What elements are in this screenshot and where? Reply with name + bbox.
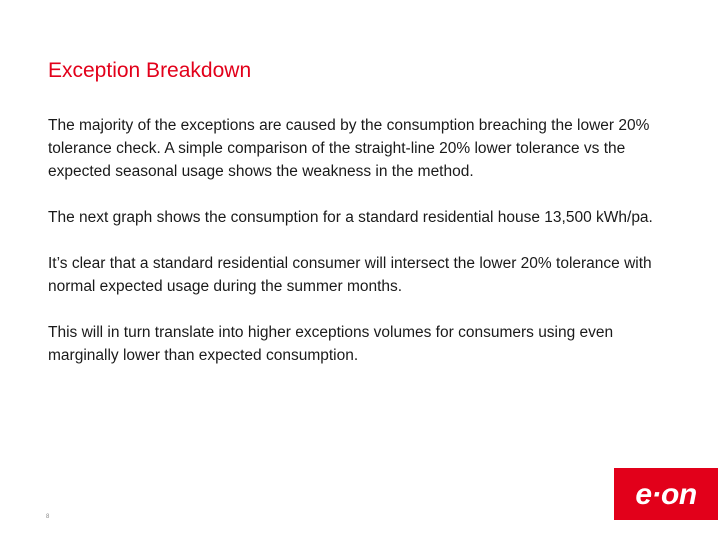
- page-number: 8: [46, 514, 50, 520]
- slide-title: Exception Breakdown: [48, 59, 252, 82]
- paragraph-4: This will in turn translate into higher exceptions volumes for consumers using even marginally lower than expected consumption.: [48, 324, 614, 364]
- paragraph-2: The next graph shows the consumption for a standard residential house 13,500 kWh/pa.: [48, 209, 653, 226]
- eon-logo: [614, 468, 718, 520]
- slide-body: [48, 114, 668, 390]
- paragraph-3: It’s clear that a standard residential consumer will intersect the lower 20% tolerance with normal expected usage during the summer months.: [48, 255, 652, 295]
- eon-logo-mark: [614, 468, 718, 520]
- paragraph-1: The majority of the exceptions are caused by the consumption breaching the lower 20% tolerance check. A simple comparison of the straight-line 20% lower tolerance vs the expected seasonal usage shows the weakness in the method.: [48, 117, 650, 180]
- eon-logo-text: e·on: [635, 478, 697, 511]
